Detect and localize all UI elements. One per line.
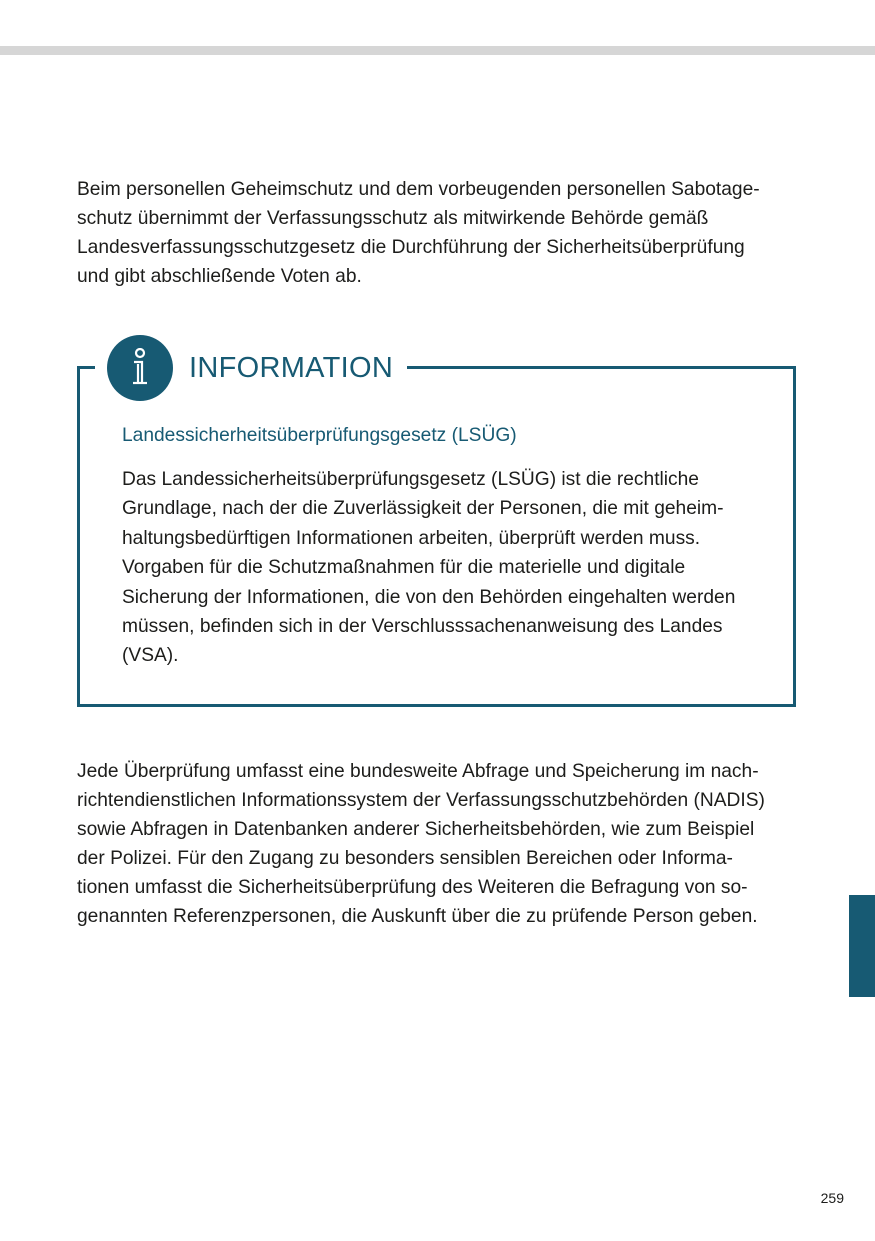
page-number: 259 <box>820 1190 844 1206</box>
info-body-line: Grundlage, nach der die Zuverlässigkeit der Personen, die mit geheim- <box>122 498 724 520</box>
paragraph-line: und gibt abschließende Voten ab. <box>77 266 362 287</box>
info-body-line: Sicherung der Informationen, die von den Behörden eingehalten werden <box>122 586 736 608</box>
paragraph-line: genannten Referenzpersonen, die Auskunft über die zu prüfende Person geben. <box>77 906 758 927</box>
info-body-line: müssen, befinden sich in der Verschlusssachenanweisung des Landes <box>122 616 723 638</box>
intro-paragraph <box>77 175 802 291</box>
top-rule <box>0 46 875 55</box>
info-body-line: Das Landessicherheitsüberprüfungsgesetz (LSÜG) ist die rechtliche <box>122 469 699 490</box>
paragraph-line: Beim personellen Geheimschutz und dem vorbeugenden personellen Sabotage- <box>77 179 760 200</box>
chapter-side-tab <box>849 895 875 997</box>
paragraph-line: schutz übernimmt der Verfassungsschutz als mitwirkende Behörde gemäß <box>77 208 709 229</box>
paragraph-line: der Polizei. Für den Zugang zu besonders sensiblen Bereichen oder Informa- <box>77 848 733 869</box>
info-body-line: Vorgaben für die Schutzmaßnahmen für die materielle und digitale <box>122 557 686 579</box>
paragraph-line: richtendienstlichen Informationssystem der Verfassungsschutzbehörden (NADIS) <box>77 790 765 811</box>
information-body <box>122 465 762 671</box>
paragraph-line: Jede Überprüfung umfasst eine bundesweite Abfrage und Speicherung im nach- <box>77 761 759 782</box>
info-glyph-icon <box>127 348 153 388</box>
info-body-line: (VSA). <box>122 645 179 667</box>
verification-paragraph <box>77 757 802 931</box>
paragraph-line: tionen umfasst die Sicherheitsüberprüfung des Weiteren die Befragung von so- <box>77 877 748 898</box>
information-header <box>95 335 407 401</box>
information-title: INFORMATION <box>189 351 394 384</box>
paragraph-line: Landesverfassungsschutzgesetz die Durchführung der Sicherheitsüberprüfung <box>77 237 745 258</box>
info-body-line: haltungsbedürftigen Informationen arbeiten, überprüft werden muss. <box>122 527 701 549</box>
info-icon <box>107 335 173 401</box>
information-subtitle: Landessicherheitsüberprüfungsgesetz (LSÜG) <box>122 425 517 446</box>
paragraph-line: sowie Abfragen in Datenbanken anderer Sicherheitsbehörden, wie zum Beispiel <box>77 819 755 840</box>
